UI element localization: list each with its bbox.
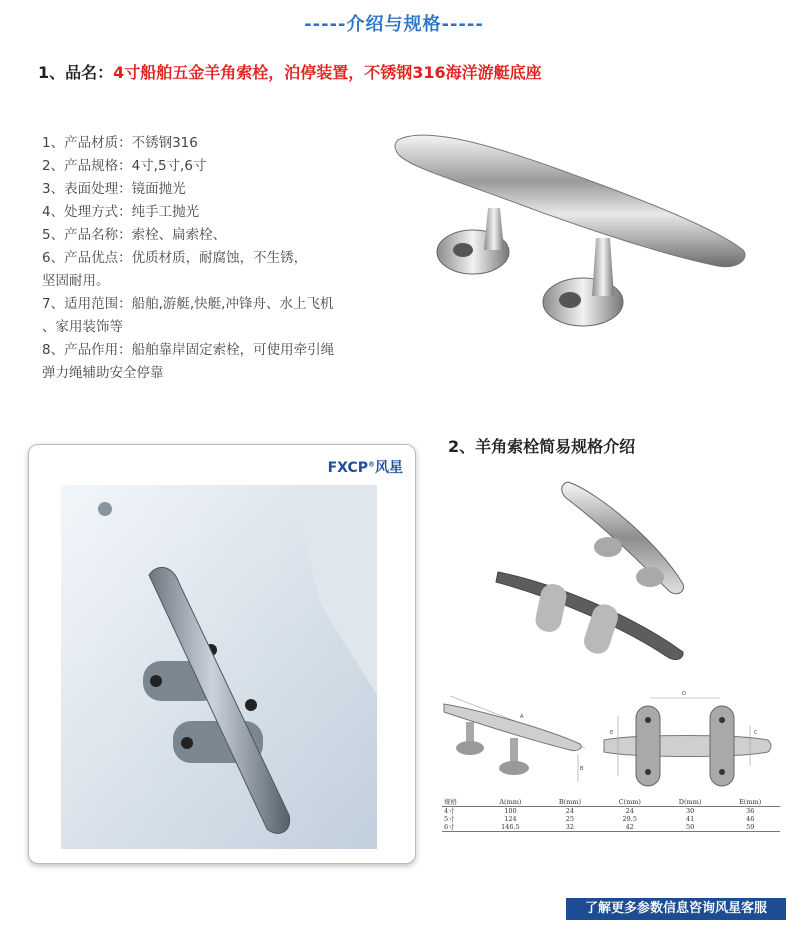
spec-line: 3、表面处理：镜面抛光	[42, 181, 186, 197]
dim-label-d: D	[682, 691, 686, 697]
table-cell: 29.5	[622, 815, 637, 823]
table-cell: 50	[685, 823, 695, 831]
product-name-value: 4寸船舶五金羊角索栓，泊停装置，不锈钢316海洋游艇底座	[113, 63, 542, 82]
table-row	[442, 823, 780, 832]
table-header: A(mm)	[499, 798, 522, 806]
table-header: D(mm)	[678, 798, 702, 806]
table-cell: 4寸	[444, 807, 455, 815]
cleat-side-dimension-image	[440, 690, 590, 790]
table-cell: 146.5	[501, 823, 520, 831]
table-row	[442, 807, 780, 816]
spec-line: 6、产品优点：优质材质，耐腐蚀，不生锈，	[42, 250, 308, 266]
spec-line: 7、适用范围：船舶,游艇,快艇,冲锋舟、水上飞机	[42, 296, 334, 312]
table-cell: 24	[565, 807, 575, 815]
table-row	[442, 815, 780, 823]
table-cell: 41	[685, 815, 695, 823]
table-cell: 42	[625, 823, 634, 831]
dim-label-a: A	[520, 714, 524, 720]
table-header: C(mm)	[618, 798, 641, 806]
product-name-prefix: 1、品名：	[38, 63, 114, 82]
installed-cleat-photo	[61, 485, 377, 849]
table-cell: 124	[504, 815, 517, 823]
table-cell: 6寸	[444, 823, 455, 831]
table-cell: 46	[746, 815, 755, 823]
spec-line: 4、处理方式：纯手工抛光	[42, 204, 200, 220]
spec-line: 2、产品规格：4寸,5寸,6寸	[42, 158, 207, 174]
spec-line: 弹力绳辅助安全停靠	[42, 365, 164, 381]
spec-line: 坚固耐用。	[42, 273, 110, 289]
contact-banner[interactable]: 了解更多参数信息咨询风星客服	[566, 898, 786, 920]
cleat-bottom-dimension-image	[596, 686, 776, 794]
table-cell: 32	[565, 823, 575, 831]
table-cell: 100	[504, 807, 517, 815]
spec-list	[42, 132, 372, 385]
spec-line: 1、产品材质：不锈钢316	[42, 135, 198, 151]
installation-photo-frame	[28, 444, 416, 864]
spec-heading: 2、羊角索栓简易规格介绍	[448, 437, 636, 456]
table-header: 规格	[444, 798, 457, 806]
spec-line: 8、产品作用：船舶靠岸固定索栓，可使用牵引绳	[42, 342, 335, 358]
spec-line: 、家用装饰等	[42, 319, 123, 335]
table-header: E(mm)	[739, 798, 762, 806]
dim-label-e: E	[610, 730, 614, 736]
installed-cleat-illustration	[61, 485, 377, 849]
table-header-row	[442, 798, 780, 807]
dim-label-c: C	[754, 730, 758, 736]
product-name	[38, 60, 542, 83]
table-cell: 24	[625, 807, 634, 815]
table-cell: 30	[685, 807, 695, 815]
table-cell: 25	[565, 815, 575, 823]
dimension-table	[442, 798, 780, 832]
dim-label-b: B	[580, 766, 584, 772]
section-title: -----介绍与规格-----	[304, 14, 484, 35]
brand-logo: FXCP®风星	[327, 460, 403, 476]
cleat-top-view-image	[488, 472, 688, 672]
cleat-product-image	[388, 120, 758, 350]
spec-line: 5、产品名称：索栓、扁索栓、	[42, 227, 227, 243]
table-cell: 59	[746, 823, 755, 831]
table-header: B(mm)	[558, 798, 582, 806]
table-cell: 5寸	[444, 815, 455, 823]
table-cell: 36	[746, 807, 755, 815]
